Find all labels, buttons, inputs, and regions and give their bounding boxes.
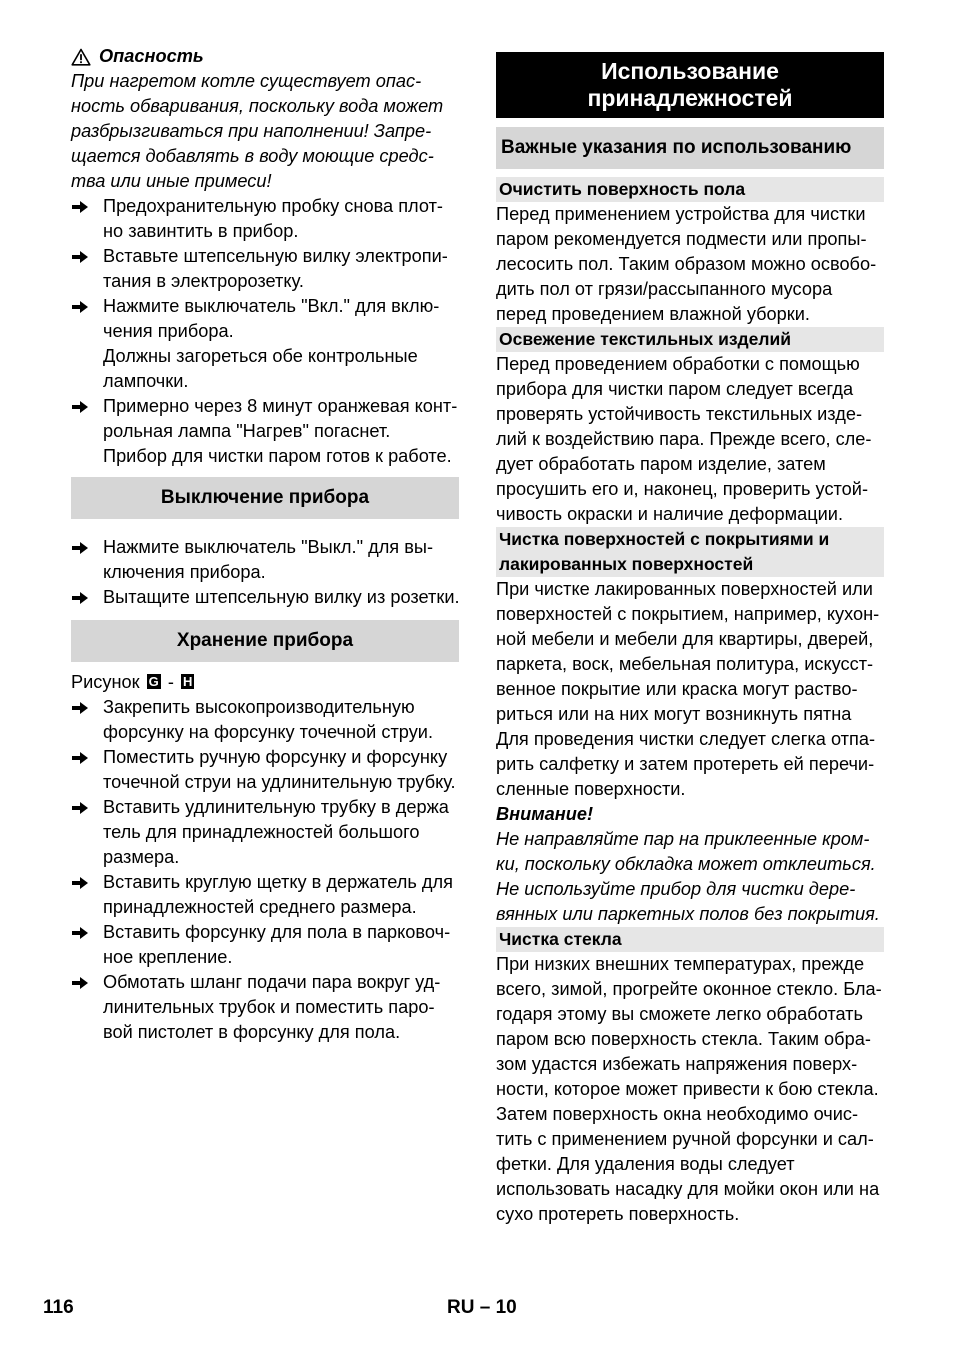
list-item-text xyxy=(103,394,459,444)
figure-prefix: Рисунок xyxy=(71,672,140,692)
subheading-glass: Чистка стекла xyxy=(496,927,884,952)
list-item-line: точечной струи на удлинительную трубку. xyxy=(103,772,456,792)
list-item xyxy=(71,695,459,745)
subheading-textile: Освежение текстильных изделий xyxy=(496,327,884,352)
paragraph-line: При низких внешних температурах, прежде xyxy=(496,954,865,974)
danger-heading xyxy=(71,44,459,69)
paragraph-line: проверять устойчивость текстильных изде- xyxy=(496,404,863,424)
page-number: 116 xyxy=(43,1297,74,1318)
list-item xyxy=(71,970,459,1045)
danger-text-line: тва или иные примеси! xyxy=(71,171,272,191)
list-item xyxy=(71,194,459,244)
note-line: лампочки. xyxy=(103,371,189,391)
paragraph-line: венное покрытие или краска могут раство- xyxy=(496,679,858,699)
list-item-line: форсунку на форсунку точечной струи. xyxy=(103,722,433,742)
list-item xyxy=(71,920,459,970)
figure-label-from: G xyxy=(148,674,159,689)
danger-text-line: щается добавлять в воду моющие средс- xyxy=(71,146,434,166)
figure-label-to: H xyxy=(182,674,193,689)
paragraph-line: сухо протереть поверхность. xyxy=(496,1204,740,1224)
list-item-line: Вытащите штепсельную вилку из розетки. xyxy=(103,587,460,607)
figure-reference xyxy=(71,670,459,695)
right-column xyxy=(496,44,884,1227)
list-item-line: Нажмите выключатель "Вкл." для вклю- xyxy=(103,296,440,316)
list-item-line: Нажмите выключатель "Выкл." для вы- xyxy=(103,537,434,557)
danger-text xyxy=(71,69,459,194)
attention-line: вянных или паркетных полов без покрытия. xyxy=(496,904,880,924)
section-heading-switch-off: Выключение прибора xyxy=(71,477,459,519)
coated-text xyxy=(496,577,884,802)
list-item xyxy=(71,294,459,344)
list-item-line: Поместить ручную форсунку и форсунку xyxy=(103,747,448,767)
subheading-floor: Очистить поверхность пола xyxy=(496,177,884,202)
list-item-line: тания в электророзетку. xyxy=(103,271,304,291)
steps-list-switch-off xyxy=(71,535,459,610)
paragraph-line: зом удастся избежать напряжения поверх- xyxy=(496,1054,858,1074)
figure-separator: - xyxy=(167,672,174,692)
list-item-line: ное крепление. xyxy=(103,947,233,967)
floor-text xyxy=(496,202,884,327)
paragraph-line: рить салфетку и затем протереть ей перечи- xyxy=(496,754,875,774)
danger-title: Опасность xyxy=(99,46,204,66)
left-column xyxy=(71,44,459,1045)
list-item-line: чения прибора. xyxy=(103,321,234,341)
list-item-line: Вставить круглую щетку в держатель для xyxy=(103,872,453,892)
danger-text-line: ность обваривания, поскольку вода может xyxy=(71,96,444,116)
attention-line: Не направляйте пар на приклеенные кром- xyxy=(496,829,870,849)
paragraph-line: дует обработать паром изделие, затем xyxy=(496,454,826,474)
paragraph-line: паром рекомендуется подмести или пропы- xyxy=(496,229,867,249)
list-item xyxy=(71,745,459,795)
paragraph-line: перед проведением влажной уборки. xyxy=(496,304,810,324)
attention-text xyxy=(496,827,884,927)
paragraph-line: использовать насадку для мойки окон или на xyxy=(496,1179,880,1199)
paragraph-line: Перед проведением обработки с помощью xyxy=(496,354,860,374)
list-item-text xyxy=(103,194,459,244)
chapter-title xyxy=(496,52,884,118)
arrow-right-icon xyxy=(71,535,103,585)
list-item-text xyxy=(103,745,459,795)
arrow-right-icon xyxy=(71,294,103,344)
list-item xyxy=(71,585,459,610)
paragraph-line: риться или на них могут возникнуть пятна xyxy=(496,704,852,724)
paragraph-line: паркета, воск, мебельная политура, искусст- xyxy=(496,654,874,674)
attention-line: ки, поскольку обкладка может отклеиться. xyxy=(496,854,876,874)
paragraph-line: При чистке лакированных поверхностей или xyxy=(496,579,873,599)
paragraph-line: Затем поверхность окна необходимо очис- xyxy=(496,1104,859,1124)
list-item-line: размера. xyxy=(103,847,180,867)
list-item-text xyxy=(103,870,459,920)
arrow-right-icon xyxy=(71,695,103,745)
paragraph-line: Перед применением устройства для чистки xyxy=(496,204,866,224)
list-item-text xyxy=(103,970,459,1045)
list-item xyxy=(71,535,459,585)
list-item-line: Вставить форсунку для пола в парковоч- xyxy=(103,922,451,942)
paragraph-line: поверхностей с покрытием, например, кухон- xyxy=(496,604,880,624)
list-item-text xyxy=(103,920,459,970)
subheading-coated xyxy=(496,527,884,577)
list-item-line: тель для принадлежностей большого xyxy=(103,822,420,842)
warning-triangle-icon xyxy=(71,48,91,66)
subheading-coated-line: лакированных поверхностей xyxy=(499,554,754,574)
steps-list-start xyxy=(71,194,459,344)
note-line: Должны загореться обе контрольные xyxy=(103,346,418,366)
list-item-line: принадлежностей среднего размера. xyxy=(103,897,417,917)
list-item-line: но завинтить в прибор. xyxy=(103,221,299,241)
paragraph-line: лий к воздействию пара. Прежде всего, сле- xyxy=(496,429,872,449)
list-item-line: линительных трубок и поместить паро- xyxy=(103,997,435,1017)
note-line: Прибор для чистки паром готов к работе. xyxy=(103,446,452,466)
paragraph-line: прибора для чистки паром следует всегда xyxy=(496,379,854,399)
list-item-text xyxy=(103,294,459,344)
paragraph-line: дить пол от грязи/рассыпанного мусора xyxy=(496,279,833,299)
paragraph-line: паром всю поверхность стекла. Таким обра- xyxy=(496,1029,871,1049)
list-item-line: ключения прибора. xyxy=(103,562,266,582)
arrow-right-icon xyxy=(71,194,103,244)
steps-note-ready xyxy=(71,444,459,469)
list-item xyxy=(71,394,459,444)
subheading-coated-line: Чистка поверхностей с покрытиями и xyxy=(499,529,830,549)
paragraph-line: сленные поверхности. xyxy=(496,779,686,799)
steps-list-heating xyxy=(71,394,459,444)
list-item-line: Вставить удлинительную трубку в держа xyxy=(103,797,449,817)
list-item-text xyxy=(103,585,460,610)
textile-text xyxy=(496,352,884,527)
list-item xyxy=(71,244,459,294)
chapter-title-line: принадлежностей xyxy=(587,85,793,111)
arrow-right-icon xyxy=(71,970,103,1045)
section-heading-important: Важные указания по использованию xyxy=(496,127,884,169)
list-item-text xyxy=(103,535,459,585)
list-item-text xyxy=(103,695,459,745)
paragraph-line: чивость окраски и наличие деформации. xyxy=(496,504,844,524)
arrow-right-icon xyxy=(71,795,103,870)
list-item-text xyxy=(103,244,459,294)
list-item-line: вой пистолет в форсунку для пола. xyxy=(103,1022,401,1042)
list-item-line: Вставьте штепсельную вилку электропи- xyxy=(103,246,448,266)
arrow-right-icon xyxy=(71,870,103,920)
paragraph-line: ности, которое может привести к бою стекла. xyxy=(496,1079,879,1099)
paragraph-line: всего, зимой, прогрейте оконное стекло. Бла- xyxy=(496,979,882,999)
list-item-line: Обмотать шланг подачи пара вокруг уд- xyxy=(103,972,441,992)
list-item-line: Предохранительную пробку снова плот- xyxy=(103,196,443,216)
list-item xyxy=(71,795,459,870)
steps-note-lamps xyxy=(71,344,459,394)
arrow-right-icon xyxy=(71,244,103,294)
page-label: RU – 10 xyxy=(447,1297,517,1318)
danger-text-line: При нагретом котле существует опас- xyxy=(71,71,422,91)
paragraph-line: Для проведения чистки следует слегка отпа- xyxy=(496,729,876,749)
section-heading-storage: Хранение прибора xyxy=(71,620,459,662)
arrow-right-icon xyxy=(71,394,103,444)
list-item-line: Закрепить высокопроизводительную xyxy=(103,697,415,717)
paragraph-line: фетки. Для удаления воды следует xyxy=(496,1154,795,1174)
paragraph-line: лесосить пол. Таким образом можно освобо- xyxy=(496,254,877,274)
chapter-title-line: Использование xyxy=(601,58,779,84)
attention-line: Не используйте прибор для чистки дере- xyxy=(496,879,856,899)
attention-label: Внимание! xyxy=(496,804,594,824)
arrow-right-icon xyxy=(71,745,103,795)
list-item-text xyxy=(103,795,459,870)
list-item xyxy=(71,870,459,920)
arrow-right-icon xyxy=(71,585,103,610)
glass-text xyxy=(496,952,884,1227)
list-item-line: рольная лампа "Нагрев" погаснет. xyxy=(103,421,391,441)
danger-text-line: разбрызгиваться при наполнении! Запре- xyxy=(71,121,432,141)
list-item-line: Примерно через 8 минут оранжевая конт- xyxy=(103,396,458,416)
steps-list-storage xyxy=(71,695,459,1045)
paragraph-line: тить с применением ручной форсунки и сал- xyxy=(496,1129,874,1149)
arrow-right-icon xyxy=(71,920,103,970)
paragraph-line: годаря этому вы сможете легко обработать xyxy=(496,1004,863,1024)
paragraph-line: ной мебели и мебели для квартиры, дверей, xyxy=(496,629,874,649)
paragraph-line: просушить его и, наконец, проверить устой- xyxy=(496,479,868,499)
